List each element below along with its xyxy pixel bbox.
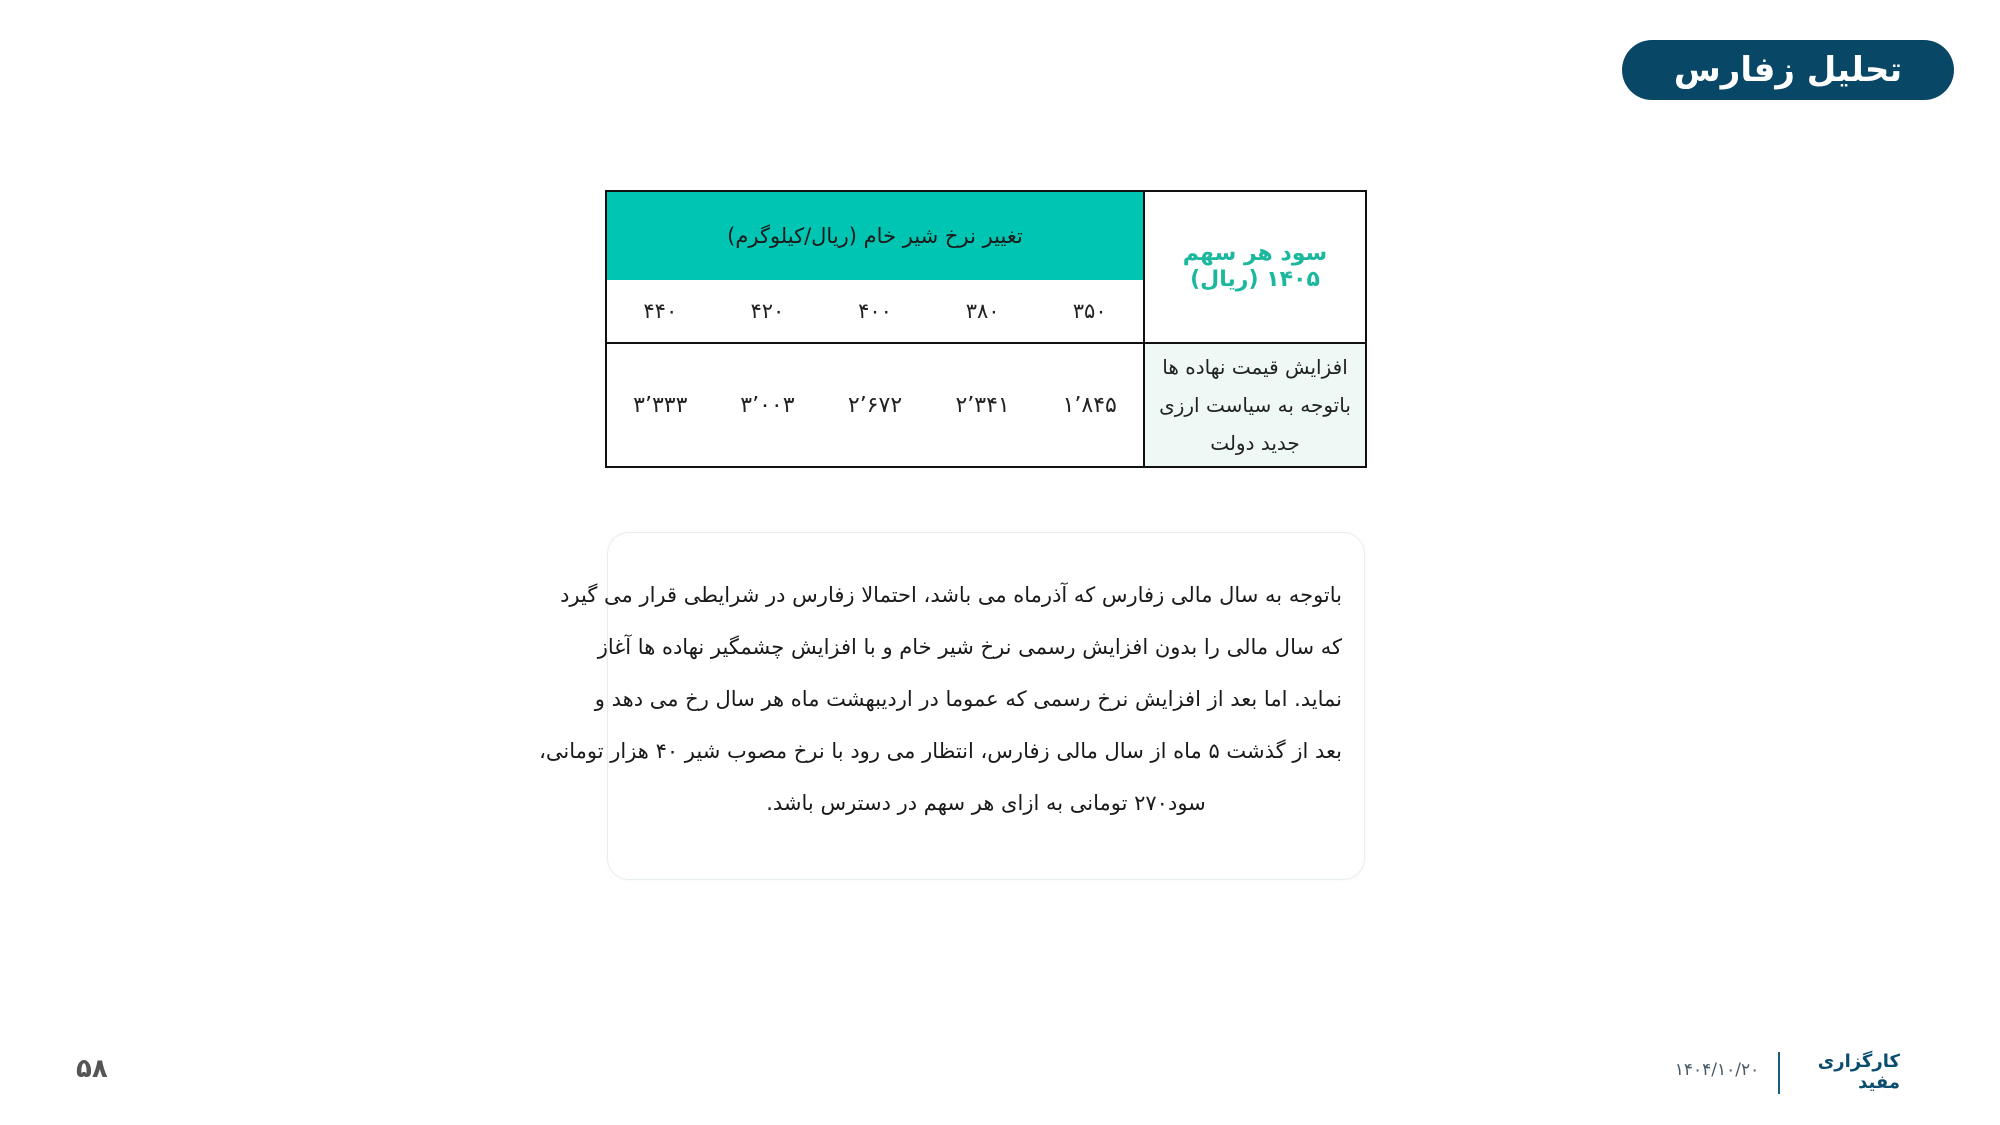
note-line: سود۲۷۰ تومانی به ازای هر سهم در دسترس باشد. — [766, 791, 1206, 815]
eps-value-cell: ۱٬۸۴۵ — [1036, 343, 1144, 467]
row-header-line: باتوجه به سیاست ارزی — [1159, 393, 1351, 417]
footer-date: ۱۴۰۴/۱۰/۲۰ — [1674, 1060, 1760, 1080]
eps-value-cell: ۲٬۶۷۲ — [821, 343, 929, 467]
eps-value-cell: ۳٬۳۳۳ — [606, 343, 714, 467]
price-level-cell: ۴۲۰ — [714, 280, 822, 343]
row-header-line: افزایش قیمت نهاده ها — [1162, 355, 1348, 379]
page-title-text: تحلیل زفارس — [1673, 50, 1903, 90]
note-line: که سال مالی را بدون افزایش رسمی نرخ شیر خام و با افزایش چشمگیر نهاده ها آغاز — [597, 635, 1342, 659]
note-line: نماید. اما بعد از افزایش نرخ رسمی که عموما در اردیبهشت ماه هر سال رخ می دهد و — [594, 687, 1342, 711]
row-header-line: جدید دولت — [1210, 431, 1300, 455]
analysis-note — [539, 532, 1365, 880]
price-level-cell: ۴۰۰ — [821, 280, 929, 343]
price-level-cell: ۴۴۰ — [606, 280, 714, 343]
table-corner-header: سود هر سهم ۱۴۰۵ (ریال) — [1144, 191, 1366, 343]
page-number: ۵۸ — [76, 1054, 108, 1084]
page-title — [1622, 40, 1954, 100]
price-level-cell: ۳۸۰ — [929, 280, 1037, 343]
table-group-header: تغییر نرخ شیر خام (ریال/کیلوگرم) — [606, 191, 1144, 280]
footer-brand: کارگزاری مفید — [1817, 1051, 1900, 1093]
eps-value-cell: ۲٬۳۴۱ — [929, 343, 1037, 467]
price-level-cell: ۳۵۰ — [1036, 280, 1144, 343]
table-row-header — [1144, 343, 1366, 467]
note-line: بعد از گذشت ۵ ماه از سال مالی زفارس، انتظار می رود با نرخ مصوب شیر ۴۰ هزار تومانی، — [539, 739, 1342, 763]
footer-divider — [1778, 1052, 1780, 1094]
eps-sensitivity-table — [605, 190, 1367, 468]
eps-value-cell: ۳٬۰۰۳ — [714, 343, 822, 467]
note-line: باتوجه به سال مالی زفارس که آذرماه می باشد، احتمالا زفارس در شرایطی قرار می گیرد — [560, 583, 1342, 607]
